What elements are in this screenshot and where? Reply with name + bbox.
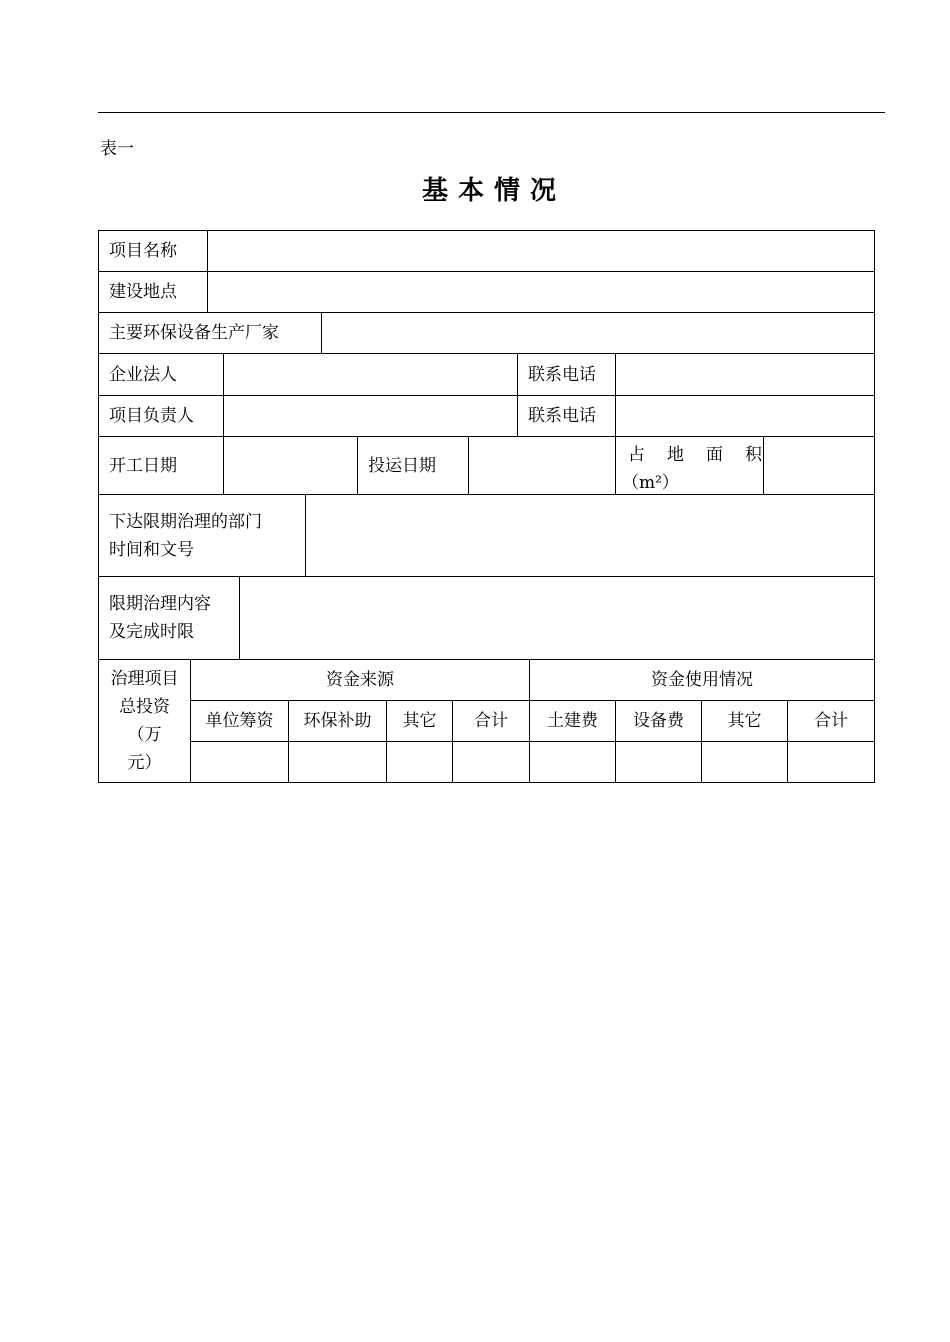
usage-total-field[interactable]: [787, 741, 875, 783]
location-label: 建设地点: [98, 271, 208, 313]
env-subsidy-field[interactable]: [288, 741, 387, 783]
operation-date-label: 投运日期: [357, 436, 469, 495]
usage-other-field[interactable]: [701, 741, 788, 783]
col-source-total: 合计: [452, 700, 530, 742]
header-rule: [98, 112, 885, 113]
investment-label-line: （万: [127, 725, 162, 745]
source-total-field[interactable]: [452, 741, 530, 783]
manufacturer-field[interactable]: [321, 312, 875, 354]
investment-label-line: 总投资: [119, 697, 170, 717]
manager-field[interactable]: [223, 395, 518, 437]
content-field[interactable]: [239, 576, 875, 660]
content-label-line2: 及完成时限: [109, 622, 194, 642]
equipment-cost-field[interactable]: [615, 741, 702, 783]
department-label: [98, 494, 306, 577]
operation-date-field[interactable]: [468, 436, 616, 495]
area-label: [615, 436, 784, 495]
page-title: 基本情况: [421, 176, 566, 206]
col-self-funded: 单位筹资: [190, 700, 289, 742]
investment-label-line: 治理项目: [110, 669, 179, 689]
col-source-other: 其它: [386, 700, 453, 742]
phone-field-1[interactable]: [615, 353, 875, 396]
manager-label: 项目负责人: [98, 395, 224, 437]
project-name-field[interactable]: [207, 230, 875, 272]
area-label-unit: （m²）: [622, 473, 679, 493]
content-label-line1: 限期治理内容: [109, 594, 211, 614]
area-field[interactable]: [763, 436, 875, 495]
department-label-line1: 下达限期治理的部门: [109, 511, 262, 532]
legal-rep-field[interactable]: [223, 353, 518, 396]
funding-usage-header: 资金使用情况: [529, 659, 875, 701]
phone-label-1: 联系电话: [517, 353, 616, 396]
department-field[interactable]: [305, 494, 875, 577]
manufacturer-label: 主要环保设备生产厂家: [98, 312, 322, 354]
source-other-field[interactable]: [386, 741, 453, 783]
table-label: 表一: [100, 139, 134, 159]
funding-source-header: 资金来源: [190, 659, 530, 701]
col-usage-other: 其它: [701, 700, 788, 742]
project-name-label: 项目名称: [98, 230, 208, 272]
col-env-subsidy: 环保补助: [288, 700, 387, 742]
area-label-line1: 占地面积: [628, 445, 784, 465]
col-equipment-cost: 设备费: [615, 700, 702, 742]
content-label: [98, 576, 240, 660]
col-usage-total: 合计: [787, 700, 875, 742]
basic-info-form: [98, 230, 875, 783]
department-label-line2: 时间和文号: [109, 539, 194, 560]
legal-rep-label: 企业法人: [98, 353, 224, 396]
phone-label-2: 联系电话: [517, 395, 616, 437]
self-funded-field[interactable]: [190, 741, 289, 783]
investment-label-line: 元）: [127, 753, 162, 773]
col-civil-cost: 土建费: [529, 700, 616, 742]
civil-cost-field[interactable]: [529, 741, 616, 783]
phone-field-2[interactable]: [615, 395, 875, 437]
investment-label: [98, 659, 191, 783]
location-field[interactable]: [207, 271, 875, 313]
start-date-field[interactable]: [223, 436, 358, 495]
start-date-label: 开工日期: [98, 436, 224, 495]
